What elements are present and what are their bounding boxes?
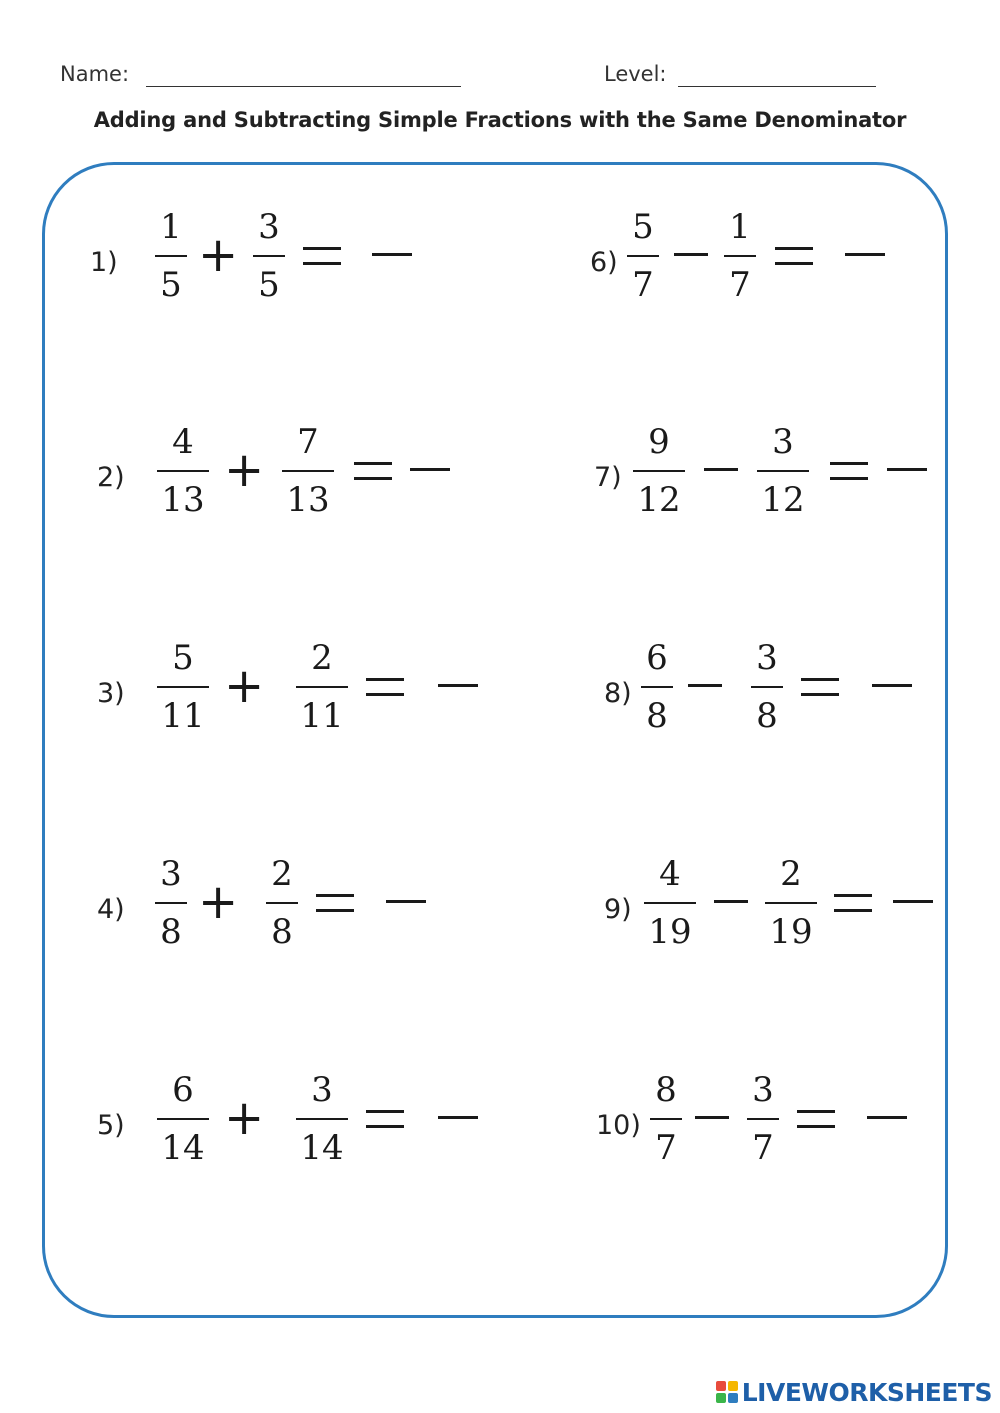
problem-number: 1) <box>90 247 118 278</box>
problem-8 <box>0 636 1000 756</box>
second-fraction <box>751 636 783 738</box>
fraction-bar <box>650 1118 682 1120</box>
answer-blank[interactable] <box>867 1116 907 1119</box>
minus-operator <box>674 253 708 256</box>
problem-10 <box>0 1068 1000 1188</box>
answer-blank[interactable] <box>872 684 912 687</box>
minus-operator <box>688 684 722 687</box>
fraction-bar <box>644 902 696 904</box>
first-fraction <box>650 1068 682 1170</box>
denominator: 13 <box>286 480 330 520</box>
problem-6 <box>0 205 1000 325</box>
first-fraction <box>627 205 659 307</box>
denominator: 5 <box>160 265 182 305</box>
name-input-line[interactable] <box>146 86 461 87</box>
denominator: 7 <box>729 265 751 305</box>
minus-operator <box>704 468 738 471</box>
numerator: 6 <box>172 1070 194 1110</box>
equals-sign <box>830 462 868 480</box>
logo-tile <box>728 1381 738 1391</box>
problem-number: 5) <box>97 1110 125 1141</box>
numerator: 3 <box>772 422 794 462</box>
denominator: 14 <box>161 1128 205 1168</box>
problem-9 <box>0 852 1000 972</box>
denominator: 19 <box>769 912 813 952</box>
logo-text: LIVEWORKSHEETS <box>741 1377 992 1407</box>
denominator: 8 <box>756 696 778 736</box>
answer-blank[interactable] <box>893 900 933 903</box>
numerator: 3 <box>752 1070 774 1110</box>
problem-number: 4) <box>97 894 125 925</box>
problem-number: 2) <box>97 462 125 493</box>
answer-blank[interactable] <box>845 253 885 256</box>
logo-mark-icon <box>716 1381 738 1403</box>
fraction-bar <box>627 255 659 257</box>
denominator: 19 <box>648 912 692 952</box>
denominator: 7 <box>632 265 654 305</box>
second-fraction <box>757 420 809 522</box>
equals-sign <box>834 894 872 912</box>
liveworksheets-logo <box>716 1377 992 1407</box>
fraction-bar <box>641 686 673 688</box>
numerator: 9 <box>648 422 670 462</box>
problem-7 <box>0 420 1000 540</box>
problem-number: 9) <box>604 894 632 925</box>
numerator: 1 <box>729 207 751 247</box>
numerator: 2 <box>271 854 293 894</box>
numerator: 5 <box>632 207 654 247</box>
numerator: 3 <box>311 1070 333 1110</box>
numerator: 3 <box>756 638 778 678</box>
level-label: Level: <box>604 62 667 86</box>
first-fraction <box>641 636 673 738</box>
first-fraction <box>644 852 696 954</box>
numerator: 6 <box>646 638 668 678</box>
logo-tile <box>728 1393 738 1403</box>
denominator: 8 <box>646 696 668 736</box>
denominator: 12 <box>637 480 681 520</box>
plus-operator: + <box>198 874 239 930</box>
problem-number: 6) <box>590 247 618 278</box>
denominator: 5 <box>258 265 280 305</box>
plus-operator: + <box>224 442 265 498</box>
denominator: 13 <box>161 480 205 520</box>
numerator: 2 <box>780 854 802 894</box>
fraction-bar <box>724 255 756 257</box>
worksheet-title: Adding and Subtracting Simple Fractions with the Same Denominator <box>93 108 907 132</box>
denominator: 8 <box>160 912 182 952</box>
fraction-bar <box>765 902 817 904</box>
denominator: 8 <box>271 912 293 952</box>
numerator: 7 <box>297 422 319 462</box>
denominator: 7 <box>752 1128 774 1168</box>
level-input-line[interactable] <box>678 86 876 87</box>
logo-tile <box>716 1393 726 1403</box>
plus-operator: + <box>224 1090 265 1146</box>
numerator: 1 <box>160 207 182 247</box>
fraction-bar <box>757 470 809 472</box>
plus-operator: + <box>224 658 265 714</box>
numerator: 3 <box>258 207 280 247</box>
numerator: 4 <box>172 422 194 462</box>
fraction-bar <box>633 470 685 472</box>
answer-blank[interactable] <box>887 468 927 471</box>
second-fraction <box>724 205 756 307</box>
equals-sign <box>775 247 813 265</box>
denominator: 12 <box>761 480 805 520</box>
denominator: 11 <box>161 696 205 736</box>
logo-tile <box>716 1381 726 1391</box>
denominator: 14 <box>300 1128 344 1168</box>
numerator: 2 <box>311 638 333 678</box>
second-fraction <box>765 852 817 954</box>
second-fraction <box>747 1068 779 1170</box>
problem-number: 7) <box>594 462 622 493</box>
numerator: 3 <box>160 854 182 894</box>
numerator: 8 <box>655 1070 677 1110</box>
equals-sign <box>797 1110 835 1128</box>
numerator: 4 <box>659 854 681 894</box>
plus-operator: + <box>198 227 239 283</box>
numerator: 5 <box>172 638 194 678</box>
problem-number: 10) <box>596 1110 641 1141</box>
equals-sign <box>801 678 839 696</box>
fraction-bar <box>751 686 783 688</box>
name-label: Name: <box>60 62 130 86</box>
first-fraction <box>633 420 685 522</box>
fraction-bar <box>747 1118 779 1120</box>
minus-operator <box>695 1116 729 1119</box>
problem-number: 3) <box>97 678 125 709</box>
minus-operator <box>714 900 748 903</box>
problem-number: 8) <box>604 678 632 709</box>
denominator: 11 <box>300 696 344 736</box>
denominator: 7 <box>655 1128 677 1168</box>
